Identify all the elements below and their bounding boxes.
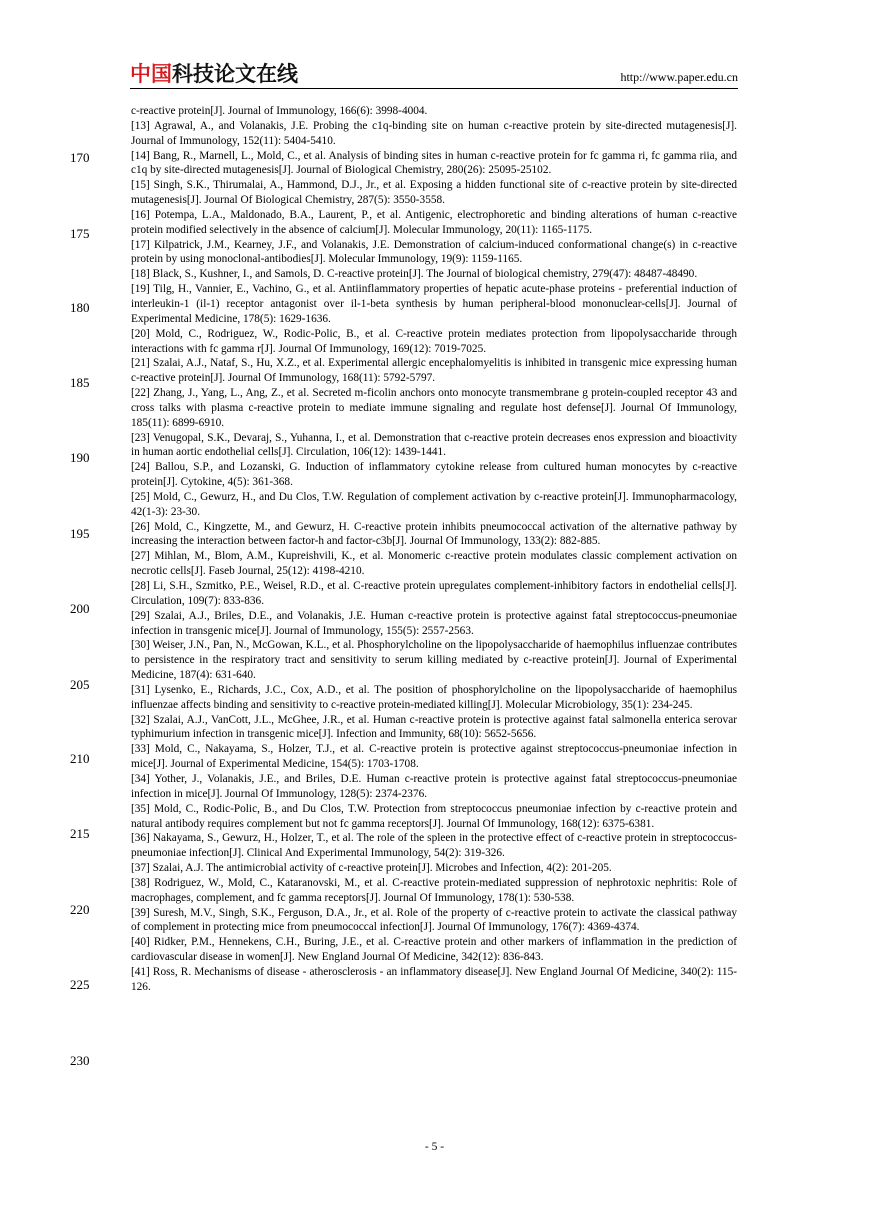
- reference-item: [38] Rodriguez, W., Mold, C., Kataranovski, M., et al. C-reactive protein-mediated suppression of nephrotoxic nephritis: Role of macrophages, complement, and fc gamma receptors[J]. Journal Of Immunology, 178(1): 530-538.: [131, 876, 737, 904]
- header-url[interactable]: http://www.paper.edu.cn: [620, 70, 738, 84]
- line-number: 215: [70, 826, 90, 841]
- journal-logo: [130, 62, 298, 86]
- reference-item: [21] Szalai, A.J., Nataf, S., Hu, X.Z., et al. Experimental allergic encephalomyelitis is inhibited in transgenic mice expressing human c-reactive protein[J]. Journal Of Immunology, 168(11): 5792-5797.: [131, 357, 737, 385]
- reference-list: [131, 104, 737, 995]
- reference-item: [40] Ridker, P.M., Hennekens, C.H., Buring, J.E., et al. C-reactive protein and other markers of inflammation in the prediction of cardiovascular disease in women[J]. New England Journal Of Medicine, 342(12): 836-843.: [131, 936, 737, 964]
- reference-item: [34] Yother, J., Volanakis, J.E., and Briles, D.E. Human c-reactive protein is protective against fatal streptococcus-pneumoniae infection in mice[J]. Journal Of Immunology, 128(5): 2374-2376.: [131, 772, 737, 800]
- reference-item: [33] Mold, C., Nakayama, S., Holzer, T.J., et al. C-reactive protein is protective against streptococcus-pneumoniae infection in mice[J]. Journal of Experimental Medicine, 154(5): 1703-1708.: [131, 743, 737, 771]
- reference-item: [29] Szalai, A.J., Briles, D.E., and Volanakis, J.E. Human c-reactive protein is protective against fatal streptococcus-pneumoniae infection in transgenic mice[J]. Journal of Immunology, 155(5): 2557-2563.: [131, 609, 737, 637]
- reference-item: [13] Agrawal, A., and Volanakis, J.E. Probing the c1q-binding site on human c-reactive protein by site-directed mutagenesis[J]. Journal of Immunology, 152(11): 5404-5410.: [131, 119, 737, 147]
- line-number: 205: [70, 677, 90, 692]
- reference-item: [17] Kilpatrick, J.M., Kearney, J.F., and Volanakis, J.E. Demonstration of calcium-induced conformational change(s) in c-reactive protein by using monoclonal-antibodies[J]. Molecular Immunology, 19(9): 1159-1165.: [131, 238, 737, 266]
- line-number: 200: [70, 601, 90, 616]
- reference-item: [19] Tilg, H., Vannier, E., Vachino, G., et al. Antiinflammatory properties of hepatic acute-phase proteins - preferential induction of interleukin-1 (il-1) receptor antagonist over il-1-beta synthesis by human peripheral-blood mononuclear-cells[J]. Journal of Experimental Medicine, 178(5): 1629-1636.: [131, 283, 737, 325]
- page-number: - 5 -: [424, 1141, 445, 1153]
- reference-item: [36] Nakayama, S., Gewurz, H., Holzer, T., et al. The role of the spleen in the protective effect of c-reactive protein in streptococcus-pneumoniae infection[J]. Clinical And Experimental Immunology, 54(2): 319-326.: [131, 832, 737, 860]
- reference-item: [26] Mold, C., Kingzette, M., and Gewurz, H. C-reactive protein inhibits pneumococcal activation of the alternative pathway by increasing the interaction between factor-h and factor-c3b[J]. Journal Of Immunology, 133(2): 882-885.: [131, 520, 737, 548]
- logo-black-text: 科技论文在线: [172, 62, 298, 86]
- page-header: [130, 62, 738, 89]
- line-number: 230: [70, 1053, 90, 1068]
- reference-item: c-reactive protein[J]. Journal of Immunology, 166(6): 3998-4004.: [131, 105, 428, 117]
- reference-item: [28] Li, S.H., Szmitko, P.E., Weisel, R.D., et al. C-reactive protein upregulates complement-inhibitory factors in endothelial cells[J]. Circulation, 109(7): 833-836.: [131, 580, 737, 607]
- line-number: 225: [70, 977, 90, 992]
- reference-item: [31] Lysenko, E., Richards, J.C., Cox, A.D., et al. The position of phosphorylcholine on the lipopolysaccharide of haemophilus influenzae affects binding and sensitivity to c-reactive protein-mediated killing[J]. Molecular Microbiology, 35(1): 234-245.: [131, 683, 737, 711]
- line-number: 195: [70, 526, 90, 541]
- reference-item: [22] Zhang, J., Yang, L., Ang, Z., et al. Secreted m-ficolin anchors onto monocyte transmembrane g protein-coupled receptor 43 and cross talks with plasma c-reactive protein to mediate immune signaling and regulate host defense[J]. Journal Of Immunology, 185(11): 6899-6910.: [131, 387, 737, 429]
- reference-item: [32] Szalai, A.J., VanCott, J.L., McGhee, J.R., et al. Human c-reactive protein is protective against fatal salmonella enterica serovar typhimurium infection in transgenic mice[J]. Infection and Immunity, 68(10): 5652-5656.: [131, 713, 737, 741]
- reference-item: [20] Mold, C., Rodriguez, W., Rodic-Polic, B., et al. C-reactive protein mediates protection from lipopolysaccharide through interactions with fc gamma r[J]. Journal Of Immunology, 169(12): 7019-7025.: [131, 327, 737, 355]
- line-number: 220: [70, 902, 90, 917]
- reference-item: [25] Mold, C., Gewurz, H., and Du Clos, T.W. Regulation of complement activation by c-reactive protein[J]. Immunopharmacology, 42(1-3): 23-30.: [131, 490, 737, 518]
- line-number: 175: [70, 226, 90, 241]
- line-number: 190: [70, 450, 90, 465]
- reference-item: [18] Black, S., Kushner, I., and Samols, D. C-reactive protein[J]. The Journal of biological chemistry, 279(47): 48487-48490.: [131, 268, 698, 281]
- reference-item: [41] Ross, R. Mechanisms of disease - atherosclerosis - an inflammatory disease[J]. New England Journal Of Medicine, 340(2): 115-126.: [131, 965, 737, 993]
- reference-item: [16] Potempa, L.A., Maldonado, B.A., Laurent, P., et al. Antigenic, electrophoretic and binding alterations of human c-reactive protein modified selectively in the absence of calcium[J]. Molecular Immunology, 20(11): 1165-1175.: [131, 208, 737, 236]
- reference-item: [37] Szalai, A.J. The antimicrobial activity of c-reactive protein[J]. Microbes and Infection, 4(2): 201-205.: [131, 862, 612, 875]
- line-number: 180: [70, 300, 90, 315]
- reference-item: [15] Singh, S.K., Thirumalai, A., Hammond, D.J., Jr., et al. Exposing a hidden functional site of c-reactive protein by site-directed mutagenesis[J]. Journal Of Biological Chemistry, 287(5): 3550-3558.: [131, 179, 737, 207]
- reference-item: [30] Weiser, J.N., Pan, N., McGowan, K.L., et al. Phosphorylcholine on the lipopolysaccharide of haemophilus influenzae contributes to persistence in the respiratory tract and sensitivity to serum killing mediated by c-reactive protein[J]. Journal of Experimental Medicine, 187(4): 631-640.: [131, 639, 737, 682]
- logo-red-text: 中国: [130, 62, 172, 86]
- reference-item: [24] Ballou, S.P., and Lozanski, G. Induction of inflammatory cytokine release from cultured human monocytes by c-reactive protein[J]. Cytokine, 4(5): 361-368.: [131, 461, 737, 489]
- reference-item: [23] Venugopal, S.K., Devaraj, S., Yuhanna, I., et al. Demonstration that c-reactive protein decreases enos expression and bioactivity in human aortic endothelial cells[J]. Circulation, 106(12): 1439-1441.: [131, 431, 737, 459]
- line-number: 185: [70, 375, 90, 390]
- line-number: 210: [70, 751, 90, 766]
- reference-item: [27] Mihlan, M., Blom, A.M., Kupreishvili, K., et al. Monomeric c-reactive protein modulates classic complement activation on necrotic cells[J]. Faseb Journal, 25(12): 4198-4210.: [131, 550, 737, 578]
- reference-item: [39] Suresh, M.V., Singh, S.K., Ferguson, D.A., Jr., et al. Role of the property of c-reactive protein to activate the classical pathway of complement in protecting mice from pneumococcal infection[J]. Journal Of Immunology, 176(7): 4369-4374.: [131, 906, 737, 934]
- reference-item: [35] Mold, C., Rodic-Polic, B., and Du Clos, T.W. Protection from streptococcus pneumoniae infection by c-reactive protein and natural antibody requires complement but not fc gamma receptors[J]. Journal Of Immunology, 168(12): 6375-6381.: [131, 802, 737, 830]
- line-number: 170: [70, 150, 90, 165]
- reference-item: [14] Bang, R., Marnell, L., Mold, C., et al. Analysis of binding sites in human c-reactive protein for fc gamma ri, fc gamma riia, and c1q by site-directed mutagenesis[J]. Journal of Biological Chemistry, 280(26): 25095-25102.: [131, 149, 737, 177]
